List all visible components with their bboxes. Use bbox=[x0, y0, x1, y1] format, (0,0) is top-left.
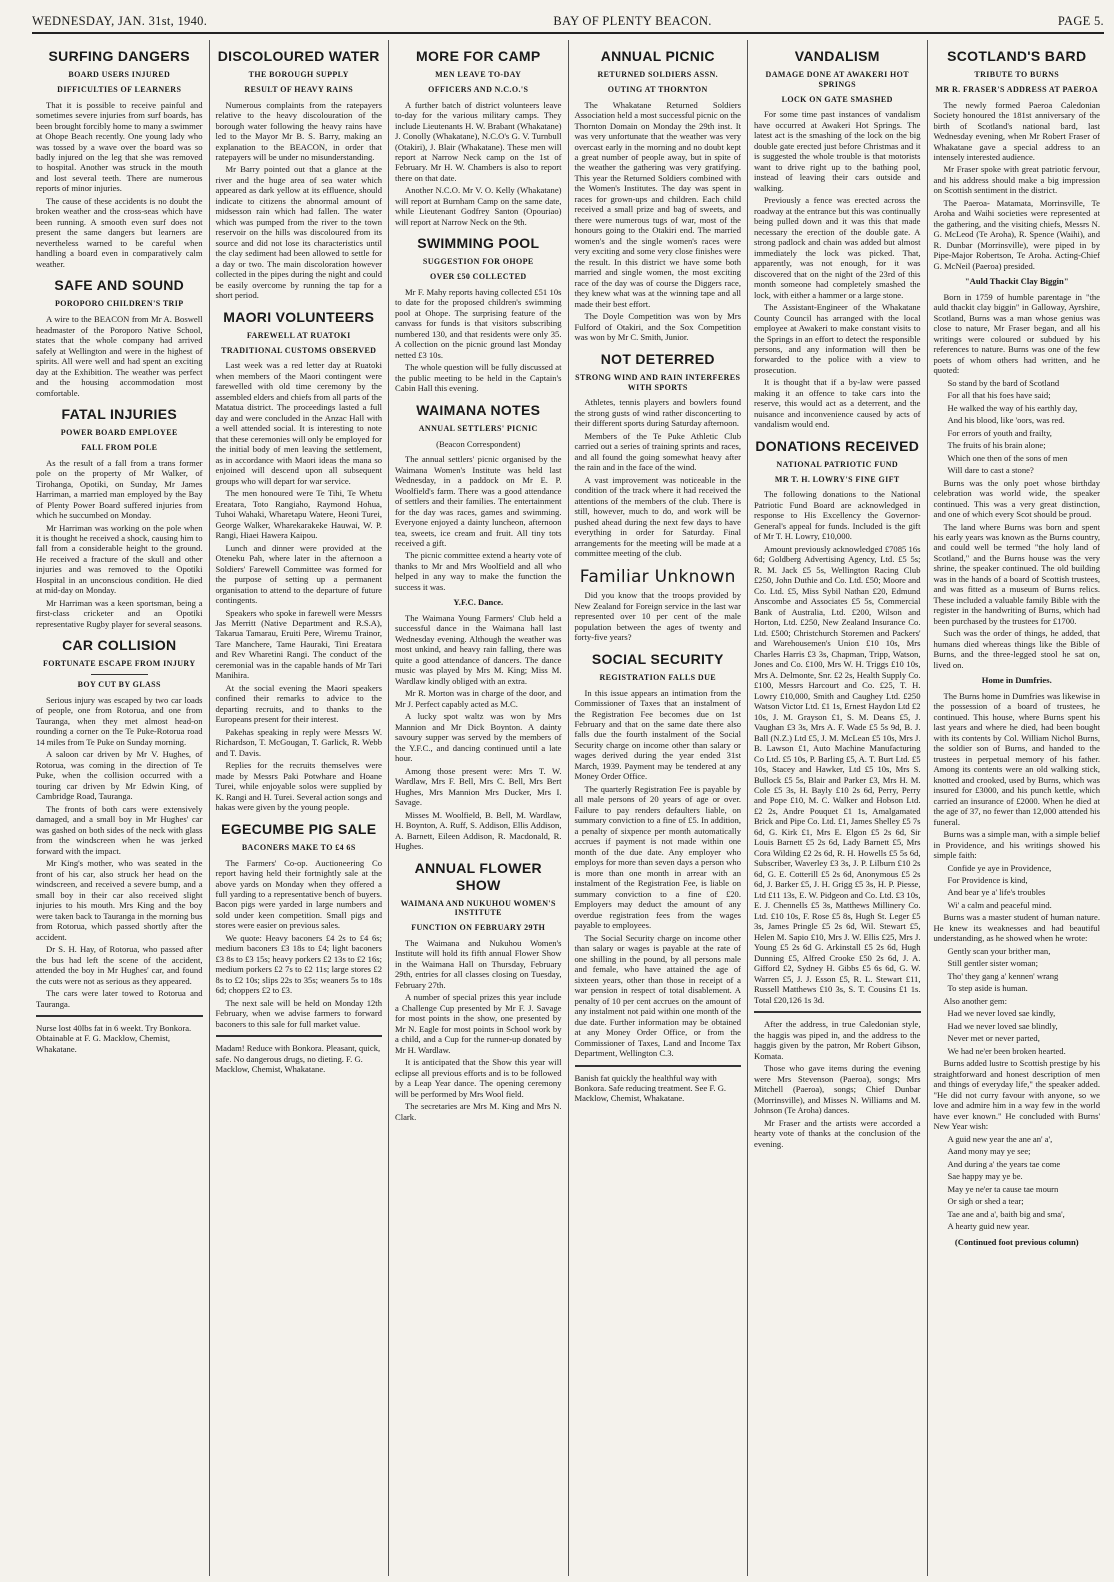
paragraph: The following donations to the National Patriotic Fund Board are acknowledged in response to His Excellency the Governor-General's appeal for funds. Included is the gift of Mr T. H. Lowry, £10,000. bbox=[754, 489, 921, 542]
page-number: PAGE 5. bbox=[1057, 14, 1104, 28]
paragraph: Mr R. Morton was in charge of the door, and Mr J. Perfect capably acted as M.C. bbox=[395, 688, 562, 709]
paragraph: Mr F. Mahy reports having collected £51 10s to date for the proposed children's swimming pool at Ohope. The surprising feature of the canvass for funds is that visitors subscribing numbered 130, and that residents were only 35. A collection on the picnic ground last Monday netted £3 10s. bbox=[395, 286, 562, 360]
paragraph: Athletes, tennis players and bowlers found the strong gusts of wind rather disconcerting to their different sports during Saturday afternoon. bbox=[574, 397, 741, 429]
verse-line: Or sigh or shed a tear; bbox=[947, 1196, 1024, 1207]
headline: NOT DETERRED bbox=[600, 350, 715, 367]
section-subhead: Y.F.C. Dance. bbox=[453, 597, 504, 608]
subheadline: DIFFICULTIES OF LEARNERS bbox=[57, 84, 182, 94]
article-more-for-camp bbox=[395, 48, 562, 227]
subheadline: WAIMANA AND NUKUHOU WOMEN'S INSTITUTE bbox=[400, 898, 556, 918]
verse-line: Wi' a calm and peaceful mind. bbox=[947, 899, 1052, 910]
paragraph: As the result of a fall from a trans former pole on the property of Mr Walker, of Tirohanga, Opotiki, on Sunday, Mr James Harriman, a married man employed by the Bay of Plenty Power Board suffered injuries from which he succumbed on Monday. bbox=[36, 457, 203, 521]
verse-line: To step aside is human. bbox=[947, 983, 1028, 994]
subheadline: MR R. FRASER'S ADDRESS AT PAEROA bbox=[935, 84, 1099, 94]
paragraph: The Doyle Competition was won by Mrs Fulford of Otakiri, and the Sox Competition was won by Mr C. Smith, Junior. bbox=[574, 311, 741, 343]
verse-line: Aand mony may ye see; bbox=[947, 1146, 1031, 1157]
verse-line: And during a' the years tae come bbox=[947, 1158, 1061, 1169]
paragraph: Misses M. Woolfield, B. Bell, M. Wardlaw, H. Boynton, A. Ruff, S. Addison, Ellis Addison, A. Barnett, Eileen Addison, R. Macdonald, R. Hughes. bbox=[395, 809, 562, 852]
verse-line: Had we never loved sae kindly, bbox=[947, 1008, 1056, 1019]
headline: MORE FOR CAMP bbox=[416, 48, 541, 64]
paragraph: The whole question will be fully discussed at the public meeting to be held in the Captain's Cabin Hall this evening. bbox=[395, 362, 562, 394]
paragraph: Last week was a red letter day at Ruatoki when members of the Maori contingent were farewelled with old time ceremony by the assembled elders and chiefs from all parts of the Matatua district. The proceedings lasted a full day and were concluded in the Anzac Hall with a well attended social. It is interesting to note that these ceremonies will only be employed for the initial body of men leaving the settlement, as in accordance with Maori ideas the mana so enjoined will descend upon all subsequent groups who will depart for war service. bbox=[215, 360, 382, 486]
column-4 bbox=[569, 40, 749, 1576]
subheadline: TRIBUTE TO BURNS bbox=[974, 70, 1060, 80]
paragraph: Also another gem: bbox=[943, 995, 1007, 1006]
headline: EGECUMBE PIG SALE bbox=[221, 820, 377, 837]
subheadline: REGISTRATION FALLS DUE bbox=[599, 672, 717, 682]
paragraph: A number of special prizes this year include a Challenge Cup presented by Mr F. J. Savage for most points in the show, one presented by Mr N. Eagle for most points in School work by a child, and a Cup for the runner-up donated by Mr H. Wardlaw. bbox=[395, 992, 562, 1055]
paragraph: The Waimana Young Farmers' Club held a successful dance in the Waimana hall last Wednesday evening. Although the weather was most unkind, and heavy rain falling, there was quite a good attendance of dancers. The dance music was played by Mrs M. King; Miss M. Wardlaw kindly obliged with an extra. bbox=[395, 612, 562, 686]
subheadline: NATIONAL PATRIOTIC FUND bbox=[776, 459, 899, 469]
verse-line: So stand by the bard of Scotland bbox=[947, 377, 1060, 388]
subheadline: DAMAGE DONE AT AWAKERI HOT SPRINGS bbox=[765, 70, 909, 89]
headline: ANNUAL FLOWER SHOW bbox=[414, 859, 542, 893]
article-flower-show bbox=[395, 860, 562, 1123]
advertisement: Nurse lost 40lbs fat in 6 weekt. Try Bonkora. Obtainable at F. G. Macklow, Chemist, Whakatane. bbox=[36, 1022, 192, 1054]
page-columns bbox=[30, 40, 1106, 1576]
article-surfing-dangers bbox=[36, 48, 203, 269]
subheadline: RESULT OF HEAVY RAINS bbox=[244, 84, 354, 94]
article-social-security bbox=[575, 651, 742, 1059]
paragraph: Mr Fraser spoke with great patriotic fervour, and his address should make a big impression on Scottish sentiment in the district. bbox=[933, 164, 1100, 196]
article-swimming-pool bbox=[395, 235, 562, 393]
byline: (Beacon Correspondent) bbox=[436, 438, 521, 449]
article-burns-continued bbox=[754, 1019, 921, 1149]
verse-line: A guid new year the ane an' a', bbox=[947, 1133, 1053, 1144]
headline: ANNUAL PICNIC bbox=[600, 48, 715, 64]
paragraph: The Paeroa- Matamata, Morrinsville, Te Aroha and Waihi societies were represented at the gathering, and the visiting chiefs, Messrs N. G. McLeod (Te Aroha), R. Spence (Waihi), and R. Dunbar (Morrinsville), were piped in by Pipe-Major Robertson, Te Aroha. Acting-Chief G. McNeil (Paeroa) presided. bbox=[933, 197, 1100, 271]
subheadline: SUGGESTION FOR OHOPE bbox=[422, 257, 534, 267]
paragraph: Mr Harriman was working on the pole when it is thought he received a shock, causing him to fall from a considerable height to the ground. He received a fracture of the skull and other injuries and was removed to the Opotiki Hospital in an unconscious condition. He died at mid-day on Monday. bbox=[36, 522, 203, 596]
verse-line: May ye ne'er ta cause tae mourn bbox=[947, 1183, 1059, 1194]
paragraph: The secretaries are Mrs M. King and Mrs N. Clark. bbox=[395, 1101, 562, 1122]
subheadline: TRADITIONAL CUSTOMS OBSERVED bbox=[221, 345, 377, 355]
paragraph: Dr S. H. Hay, of Rotorua, who passed after the bus had left the scene of the accident, attended the boy in Mr Hughes' car, and found the cuts were not as serious as they appeared. bbox=[36, 944, 203, 986]
article-scotlands-bard bbox=[934, 48, 1101, 1247]
paragraph: The Assistant-Engineer of the Whakatane County Council has arranged with the local employee at Awakeri to make constant visits to the Springs in an effort to detect the responsible persons, and any information will then be forwarded to the police with a view to prosecution. bbox=[754, 302, 921, 375]
verse-line: Had we never loved sae blindly, bbox=[947, 1020, 1058, 1031]
headline: DISCOLOURED WATER bbox=[217, 48, 380, 64]
paragraph: The cars were later towed to Rotorua and Tauranga. bbox=[36, 988, 203, 1009]
verse-line: The fruits of his brain alone; bbox=[947, 440, 1046, 451]
subheadline: MEN LEAVE TO-DAY bbox=[435, 70, 522, 80]
column-6 bbox=[928, 40, 1107, 1576]
paragraph: A saloon car driven by Mr V. Hughes, of Rotorua, was coming in the direction of Te Puke, when the collision occurred with a touring car driven by Mr Edwin King, of Cambridge Road, Tauranga. bbox=[36, 749, 203, 802]
article-vandalism bbox=[754, 48, 921, 430]
article-maori-volunteers bbox=[216, 309, 383, 813]
subheadline: BACONERS MAKE TO £4 6S bbox=[241, 842, 356, 852]
paragraph: Amount previously acknowledged £7085 16s 6d; Goldberg Advertising Agency, Ltd. £5 5s; R. M. Jack £5 5s, Wellington Racing Club £250, John Duthie and Co. Ltd. £50; Moore and Co. Ltd. £5, Miss Sybil Nathan £20, Edmund Anscombe and Associates £5 5s, Commercial Bank of Australia, Ltd. £200, Wilson and Horton, Ltd. £250, New Zealand Insurance Co. Ltd. £500; Christchurch Storemen and Packers' and Warehousemen's Union £10 10s, Mrs Charles Harris £3 3s, Chapman, Tripp, Watson, Jones and Co. £100, Mrs W. H. Triggs £10 10s, Mrs A. Delmonte, Snr. £2 2s, Health Supply Co. £100, Messrs Harcourt and Co. £25, T. H. Lowry £10,000, Smith and Caughey Ltd. £250 Watson Victor Ltd. £1 1s, Ernest Haydon Ltd £2 10s, J. M. Grayson £1, S. M. Deans £5, J. Vaughan £3 3s, Mrs A. F. Wade £5 5s 9d, B. J. Ball (N.Z.) Ltd £5, J. M. McLean £5 10s, Mrs J. B. Lawson £1, Auto Machine Manufacturing Co Ltd. £5 10s, P. Barling £5, A. T. Burt Ltd. £5 10s, Stacey and Hawker, Ltd £5 10s, Mrs S. Bullock £5 5s, Blair and Parker £3, Mrs H. M. Cole £5 3s, H. Bayly £10 2s 6d, Perry, Perry and Pope £10, M. C. Walker and Hobson Ltd. £2 2s, Andre Pouquet £1 1s, Amalgamated Brick and Pipe Co. Ltd. £1, James Shelley £5 7s 6d, G. Kirk £1, Mrs E. Elgon £5 2s 6d, Sir Louis Barnett £5 2s 6d, Lady Barnett £5, Mrs Cora Wilding £2 2s 6d, R. H. Howells £5 5s 6d, Subscriber, Waverley £3 3s, J. P. Lilburn £10 2s 6d, G. E. Cotterill £5 2s 6d, Anonymous £5 2s 6d, J. Barker £5, J. H. Grigg £5 3s, H. P. Piesse, Ltd £11 13s, E. W. Pidgeon and Co. Ltd. £3 10s, E. J. Chennells £5 3s, Matthews Millinery Co. Ltd. £10 10s, F. Rose £5 8s, Hugh St. Leger £5 3s, James Pringle £5 2s 6d, Wil. Stewart £5, Helen M. Sapio £10, Mrs J. W. Ellis £25, Mrs J. Young £5 2s 6d G. Arkinstall £5 2s 6d, Hugh Dunning £5, Alfred Crooke £50 2s 6d, J. A. Gifford £2, Sydney H. Gibbs £5 6s 6d, G. W. Warren £5, J. J. Esson £5, R. L. Stewart £11, Russell Matthews £10 3s, S. T. Cousins £1 1s. Total £20,126 1s 3d. bbox=[754, 543, 921, 1005]
article-safe-and-sound bbox=[36, 277, 203, 398]
paragraph: The Burns home in Dumfries was likewise in the possession of a board of trustees, he continued. This house, where Burns spent his last years and where he died, had been bought with its contents by Col. William Nichol Burns, the soldier son of Burns, and handed to the trustees in perpetual memory of his father. Among its contents were an old walking stick, knotted and crooked, used by Burns, which was insured for £3000, and his punch kettle, which carried an insurance of £2000. When he died at the age of 37, no fewer than 12,000 attended his funeral. bbox=[933, 690, 1100, 827]
paragraph: Serious injury was escaped by two car loads of people, one from Rotorua, and one from Tauranga, when they met almost head-on rounding a corner on the Te Puke-Rotorua road 14 miles from Te Puke on Sunday morning. bbox=[36, 694, 203, 747]
article-pig-sale bbox=[216, 821, 383, 1030]
subheadline: POROPORO CHILDREN'S TRIP bbox=[54, 299, 184, 309]
subheadline: LOCK ON GATE SMASHED bbox=[781, 94, 893, 104]
paragraph: A further batch of district volunteers leave to-day for the various military camps. They include Lieutenants H. W. Brabant (Whakatane) J. Conolly (Whakatane), N.C.O's G. V. Turnbull (Otakiri), J. Blair (Whakatane). These men will report at Narrow Neck camp on the 1st of February. Mr H. W. Chambers is also to report there on that date. bbox=[395, 99, 562, 183]
masthead bbox=[32, 8, 1104, 34]
paragraph: Lunch and dinner were provided at the Oteneku Pah, where later in the afternoon a Soldiers' Farewell Committee was formed for the purpose of setting up a permanent organisation to attend to the departure of future contingents. bbox=[215, 542, 382, 606]
headline: FATAL INJURIES bbox=[61, 406, 177, 423]
advertisement: Madam! Reduce with Bonkora. Pleasant, quick, safe. No dangerous drugs, no dieting. F. G. Macklow, Chemist, Whakatane. bbox=[215, 1043, 381, 1075]
paragraph: A lucky spot waltz was won by Mrs Mannion and Mr Dick Boynton. A dainty savoury supper was served by the members of the Y.F.C., and dancing continued until a late hour. bbox=[395, 711, 562, 764]
headline: SURFING DANGERS bbox=[48, 48, 190, 64]
column-3 bbox=[389, 40, 569, 1576]
subheadline: RETURNED SOLDIERS ASSN. bbox=[597, 70, 719, 80]
paragraph: Members of the Te Puke Athletic Club carried out a series of training sprints and races, and all found the going somewhat heavy after the rain and in the face of the wind. bbox=[574, 430, 741, 473]
verse-line: Which one then of the sons of men bbox=[947, 452, 1068, 463]
paragraph: We quote: Heavy baconers £4 2s to £4 6s; medium baconers £3 18s to £4; light baconers £3 8s to £3 15s; heavy porkers £2 13s to £2 16s; medium porkers £2 7s to £2 11s; large stores £2 8s to £2 10s; slips 22s to 35s; weaners 5s to 18s 6d; choppers £2 to £3. bbox=[215, 932, 382, 996]
subheadline: BOY CUT BY GLASS bbox=[77, 680, 161, 690]
paragraph: The Whakatane Returned Soldiers Association held a most successful picnic on the Thornton Domain on Monday the 29th inst. It was very unfortunate that the weather was very overcast early in the morning and no doubt kept a great number of people away, but in spite of the weather the gathering was very gratifying. This year the Returned Soldiers combined with the Women's Institutes. The day was spent in races for grown-ups and children. Each child received a small prize and bag of sweets, and there were numerous tugs of war, most of the honours going to the Otakiri end. The married women's and the single women's races were very exciting and some very close finishes were the result. In this district we have some both married and single women, the most exciting race of the day was of course the Diggers race, they knew what was at the winning tape and all made their best effort. bbox=[574, 99, 741, 309]
subheadline: STRONG WIND AND RAIN INTERFERES WITH SPORTS bbox=[575, 372, 741, 392]
verse-line: Gently scan your brither man, bbox=[947, 945, 1051, 956]
verse-line: We had ne'er been broken hearted. bbox=[947, 1045, 1066, 1056]
paragraph: Pakehas speaking in reply were Messrs W. Richardson, T. McGougan, T. Garlick, R. Webb and T. Davis. bbox=[215, 726, 382, 758]
subheadline: FAREWELL AT RUATOKI bbox=[246, 330, 351, 340]
paragraph: Another N.C.O. Mr V. O. Kelly (Whakatane) will report at Burnham Camp on the same date, while Lieutenant Godfrey Santon (Opouriao) will report at Narrow Neck on the 9th. bbox=[395, 185, 562, 227]
section-subhead: Home in Dumfries. bbox=[981, 675, 1052, 686]
verse-line: Never met or never parted, bbox=[947, 1033, 1040, 1044]
article-not-deterred bbox=[575, 351, 742, 559]
subheadline: OFFICERS AND N.C.O.'S bbox=[428, 84, 529, 94]
subheadline: FORTUNATE ESCAPE FROM INJURY bbox=[43, 659, 196, 669]
article-fatal-injuries bbox=[36, 406, 203, 629]
paragraph: The cause of these accidents is no doubt the broken weather and the cross-seas which have been running. A smooth even surf does not present the same dangers but learners are nevertheless warned to be careful when handling a board even in comparatively calm weather. bbox=[36, 195, 203, 269]
paragraph: Such was the order of things, he added, that humans died whereas things like the Bible of Burns, and the three-legged stool he sat on, lived on. bbox=[933, 628, 1100, 670]
paragraph: After the address, in true Caledonian style, the haggis was piped in, and the address to the haggis given by the patron, Mr Robert Gibson, Komata. bbox=[754, 1019, 921, 1061]
paragraph: Burns added lustre to Scottish prestige by his straightforward and honest description of men and things of everyday life," the speaker added. "He did not curry favour with anyone, so we love and admire him in a way few in the world have ever known." He concluded with Burns' New Year wish: bbox=[933, 1058, 1100, 1132]
paragraph: It is thought that if a by-law were passed making it an offence to take cars into the reserve, this would act as a deterrent, and the nuisance and inconvenience caused by acts of vandalism would end. bbox=[754, 377, 921, 430]
newspaper-title: BAY OF PLENTY BEACON. bbox=[553, 14, 712, 28]
paragraph: Mr King's mother, who was seated in the front of his car, also struck her head on the windscreen, and received a severe bump, and a small boy in their car also received slight injuries to his mouth. Mrs King and the boy were taken back to Tauranga in the morning bus from Rotorua, which passed shortly after the accident. bbox=[36, 858, 203, 942]
subheadline: OVER £50 COLLECTED bbox=[429, 272, 527, 282]
paragraph: Burns was the only poet whose birthday celebration was world wide, the speaker continued. This was a very great distinction, and one of which every Scot should be proud. bbox=[933, 477, 1100, 520]
headline: SWIMMING POOL bbox=[417, 235, 540, 252]
verse-line: For all that his foes have said; bbox=[947, 390, 1051, 401]
article-donations-received bbox=[754, 438, 921, 1005]
headline: SAFE AND SOUND bbox=[54, 277, 185, 294]
subheadline: OUTING AT THORNTON bbox=[607, 84, 708, 94]
headline: Familiar Unknown bbox=[579, 566, 736, 587]
paragraph: The fronts of both cars were extensively damaged, and a small boy in Mr Hughes' car was gashed on both sides of the neck with glass from the windscreen when he was jerked forward with the impact. bbox=[36, 803, 203, 856]
paragraph: Born in 1759 of humble parentage in "the auld thackit clay biggin" in Galloway, Ayrshire, Scotland, Burns was a man whose genius was close to nature, Mr Fraser began, and all his writings were coloured or subdued by his references to nature. Burns was one of the few poets of whom others had written, and he quoted: bbox=[933, 291, 1100, 376]
paragraph: The picnic committee extend a hearty vote of thanks to Mr and Mrs Woolfield and all who helped in any way to make the function the success it was. bbox=[395, 550, 562, 592]
paragraph: The Farmers' Co-op. Auctioneering Co report having held their fortnightly sale at the above yards on Monday when they offered a full yarding to a representative bench of buyers. Bacon pigs were yarded in large numbers and sold under keen competition. Small pigs and stores were easier on previous sales. bbox=[215, 857, 382, 931]
paragraph: Among those present were: Mrs T. W. Wardlaw, Mrs F. Bell, Mrs C. Bell, Mrs Bert Hughes, Mrs Mannion Mrs Ducker, Mrs I. Savage. bbox=[395, 765, 562, 808]
paragraph: The Waimana and Nukuhou Women's Institute will hold its fifth annual Flower Show in the Waimana Hall on Thursday, February 29th, entries for all classes closing on Tuesday, February 27th. bbox=[395, 937, 562, 990]
subheadline: MR T. H. LOWRY'S FINE GIFT bbox=[774, 474, 900, 484]
headline: CAR COLLISION bbox=[62, 637, 177, 654]
paragraph: Mr Harriman was a keen sportsman, being a first-class cricketer and an Opotiki representative Rugby player for several seasons. bbox=[36, 597, 203, 629]
subheadline: ANNUAL SETTLERS' PICNIC bbox=[418, 423, 538, 433]
paragraph: The annual settlers' picnic organised by the Waimana Women's Institute was held last Wednesday, in a paddock on Mr E. P. Woolfield's farm. There was a good attendance of settlers and their families. The entertainment for the day was races, games and swimming. Everyone enjoyed a dainty luncheon, afternoon tea, sweets, ice cream and fruit. All tiny tots received a gift. bbox=[395, 454, 562, 548]
article-familiar-unknown bbox=[575, 567, 742, 643]
verse-line: For errors of youth and frailty, bbox=[947, 427, 1052, 438]
headline: WAIMANA NOTES bbox=[416, 401, 541, 418]
paragraph: The men honoured were Te Tihi, Te Whetu Ereatara, Toto Rangiaho, Raymond Hohua, Tuhoi Wahaki, Wharetapu Watere, Heoni Turei, George Walker, Wharekarakeke Hauwai, W. P. Rangi, Hiaei Hawera Kaipou. bbox=[215, 488, 382, 541]
headline: SOCIAL SECURITY bbox=[591, 650, 724, 667]
verse-line: Tho' they gang a' kennen' wrang bbox=[947, 970, 1059, 981]
paragraph: Mr Fraser and the artists were accorded a hearty vote of thanks at the conclusion of the evening. bbox=[754, 1117, 921, 1149]
subheadline: THE BOROUGH SUPPLY bbox=[248, 70, 349, 80]
verse-line: Sae happy may ye be. bbox=[947, 1171, 1023, 1182]
paragraph: Burns was a master student of human nature. He knew its weaknesses and had beautiful understanding, as he showed when he wrote: bbox=[933, 912, 1100, 944]
paragraph: Previously a fence was erected across the roadway at the entrance but this was continually being pulled down and it was this that made necessary the erection of the double gate. A strong padlock and chain was added but almost immediately the lock was picked. That, apparently, was not enough, for it was discovered that on the night of the 23rd of this month someone had completely smashed the lock, with either a hammer or a large stone. bbox=[754, 195, 921, 300]
paragraph: It is anticipated that the Show this year will eclipse all previous efforts and is to be followed by a Leap Year dance. The opening ceremony will be performed by Mrs Wool field. bbox=[395, 1057, 562, 1099]
article-waimana-notes bbox=[395, 402, 562, 852]
verse-line: And his blood, like 'oors, was red. bbox=[947, 415, 1065, 426]
headline: MAORI VOLUNTEERS bbox=[223, 308, 375, 325]
article-discoloured-water bbox=[216, 48, 383, 301]
paragraph: For some time past instances of vandalism have occurred at Awakeri Hot Springs. The latest act is the smashing of the lock on the big double gate erected just before Christmas and it is suggested the whole trouble is that motorists want to drive right up to the bathing pool, instead of leaving their cars outside and walking. bbox=[754, 109, 921, 193]
paragraph: The quarterly Registration Fee is payable by all male persons of 20 years of age or over. Failure to pay renders defaulters liable, on summary conviction to a fine of £5. In addition, a penalty of sixpence per month automatically accrues if payment is not made within one month of the due date. Any employer who employs for more than seven days a person who is more than one month in arrear with an instalment of the Registration Fee, is liable on summary conviction to a fine of £20. Employers may deduct the amount of any overdue registration fees from the wages payable to employees. bbox=[574, 783, 741, 931]
paragraph: Those who gave items during the evening were Mrs Stevenson (Paeroa), songs; Mrs Mitchell (Paeroa), songs; Chief Dunbar (Morrinsville), and Misses N. Williams and M. Johnson (Te Aroha) dances. bbox=[754, 1063, 921, 1116]
verse-line: A hearty guid new year. bbox=[947, 1221, 1030, 1232]
paragraph: The next sale will be held on Monday 12th February, when we advise farmers to forward baconers to this sale for full market value. bbox=[215, 997, 382, 1029]
headline: VANDALISM bbox=[794, 48, 880, 64]
column-1 bbox=[30, 40, 210, 1576]
advertisement: Banish fat quickly the healthful way with Bonkora. Safe reducing treatment. See F. G. Macklow, Chemist, Whakatane. bbox=[574, 1072, 727, 1104]
article-car-collision bbox=[36, 637, 203, 1009]
paragraph: Did you know that the troops provided by New Zealand for Foreign service in the last war represented over 10 per cent of the male population between the ages of twenty and forty-five years? bbox=[574, 590, 741, 643]
verse-line: Will dare to cast a stone? bbox=[947, 465, 1034, 476]
paragraph: A vast improvement was noticeable in the condition of the track where it had received the attentions of the members of the club. There is still, however, much to do, and work will be pushed ahead during the next few days to have everything in order for Saturday. Final arrangements for the meeting will be made at a committee meeting of the club. bbox=[574, 474, 741, 559]
continuation-note: (Continued foot previous column) bbox=[954, 1236, 1079, 1247]
verse-line: For Providence is kind, bbox=[947, 875, 1028, 885]
subheadline: FUNCTION ON FEBRUARY 29TH bbox=[411, 923, 546, 933]
subheadline: BOARD USERS INJURED bbox=[68, 70, 171, 80]
headline: DONATIONS RECEIVED bbox=[755, 437, 920, 454]
verse-line: Confide ye aye in Providence, bbox=[947, 862, 1052, 873]
subheadline: FALL FROM POLE bbox=[81, 442, 158, 452]
headline: SCOTLAND'S BARD bbox=[947, 48, 1087, 64]
issue-date: WEDNESDAY, JAN. 31st, 1940. bbox=[32, 14, 208, 28]
paragraph: In this issue appears an intimation from the Commissioner of Taxes that an instalment of the Registration Fee becomes due on 1st February and that on the same date there also falls due the fourth instalment of the Social Security charge on income other than salary or wages derived during the year ended 31st March, 1939. Payment may be tendered at any Money Order Office. bbox=[574, 687, 741, 782]
article-annual-picnic bbox=[575, 48, 742, 343]
verse-line: He walked the way of his earthly day, bbox=[947, 402, 1078, 413]
paragraph: At the social evening the Maori speakers confined their remarks to advice to the departing recruits, and to thanks to the Europeans present for their interest. bbox=[215, 682, 382, 725]
paragraph: Speakers who spoke in farewell were Messrs Jas Merritt (Native Department and R.S.A), Takarua Tamarau, Eruiti Pere, Wiremu Trainor, Tare Manchere, Tame Hauraki, Tini Ereatara and Rev Wharetini Rangi. The conduct of the ceremonial was in the capable hands of Mr Tari Manihira. bbox=[215, 607, 382, 681]
paragraph: A wire to the BEACON from Mr A. Boswell headmaster of the Poroporo Native School, states that the whole company had arrived safely at Wellington and were in the highest of spirits. All were well and had spent an exciting day at the Exhibition. The weather was perfect and the housing accommodation most comfortable. bbox=[36, 314, 203, 398]
paragraph: Mr Barry pointed out that a glance at the river and the huge area of sea water which appeared as dark yellow at its effluence, should indicate to citizens the abnormal amount of midsesson rain which had fallen. The water which was pumped from the river to the town reservoir on the hills was discoloured from its source and did not lose its characteristics until the clay sediment had been allowed to settle for a day or two. The main discoloration however collected in the pipes during the night and could be easily overcome by running the tap for a short period. bbox=[215, 164, 382, 301]
paragraph: Burns was a simple man, with a simple belief in Providence, and his writings showed his simple faith: bbox=[933, 829, 1100, 861]
paragraph: The newly formed Paeroa Caledonian Society honoured the 181st anniversary of the birth of Scotland's national bard, last Wednesday evening, when Mr Robert Fraser of Whakatane gave a special address to an intensely interested audience. bbox=[933, 99, 1100, 162]
verse-line: Still gentler sister woman; bbox=[947, 958, 1038, 969]
paragraph: The Social Security charge on income other than salary or wages is payable at the rate of one shilling in the pound, by all persons male and female, who have attained the age of sixteen years, other than those in receipt of a war pension in respect of total disablement. A penalty of 10 per cent accrues on the amount of any instalment not paid within one month of the due date. Further information may be obtained at any Money Order Office, or from the Commissioner of Taxes, Land and Income Tax Department, Wellington C.3. bbox=[574, 932, 741, 1059]
column-5 bbox=[748, 40, 928, 1576]
paragraph: That it is possible to receive painful and sometimes severe injuries from surf boards, has been brought forcibly home to many a swimmer at Ohope Beach recently. One young lady who was tossed by a wave over the board was so badly injured on the leg that she was removed to hospital. Another was struck in the mouth and lost several teeth. There are numerous reports of minor injuries. bbox=[36, 99, 203, 194]
column-2 bbox=[210, 40, 390, 1576]
subheadline: POWER BOARD EMPLOYEE bbox=[60, 428, 178, 438]
paragraph: Replies for the recruits themselves were made by Messrs Paki Potwhare and Hoane Turei, while enjoyable solos were supplied by K. Rangi and H. Turei. Several action songs and hakas were given by the young people. bbox=[215, 760, 382, 813]
verse-line: And bear ye a' life's troubles bbox=[947, 887, 1046, 898]
paragraph: Numerous complaints from the ratepayers relative to the heavy discolouration of the borough water following the heavy rains have led to the Mayor Mr B. S. Barry, making an explanation to the BEACON, in order that ratepayers will be under no misunderstanding. bbox=[215, 99, 382, 162]
paragraph: The land where Burns was born and spent his early years was known as the Burns country, and could well be termed "the holy land of Scotland," and the Burns house was the very shrine, the speaker continued. The old building was in the hands of a board of Scottish trustees, and was fitted as a museum of Burns relics. These included a valuable family Bible with the register in the handwriting of Burns, which had been purchased by the trustees for £1700. bbox=[933, 521, 1100, 626]
verse-line: Tae ane and a', baith big and sma', bbox=[947, 1208, 1065, 1219]
section-subhead: "Auld Thackit Clay Biggin" bbox=[964, 276, 1069, 287]
